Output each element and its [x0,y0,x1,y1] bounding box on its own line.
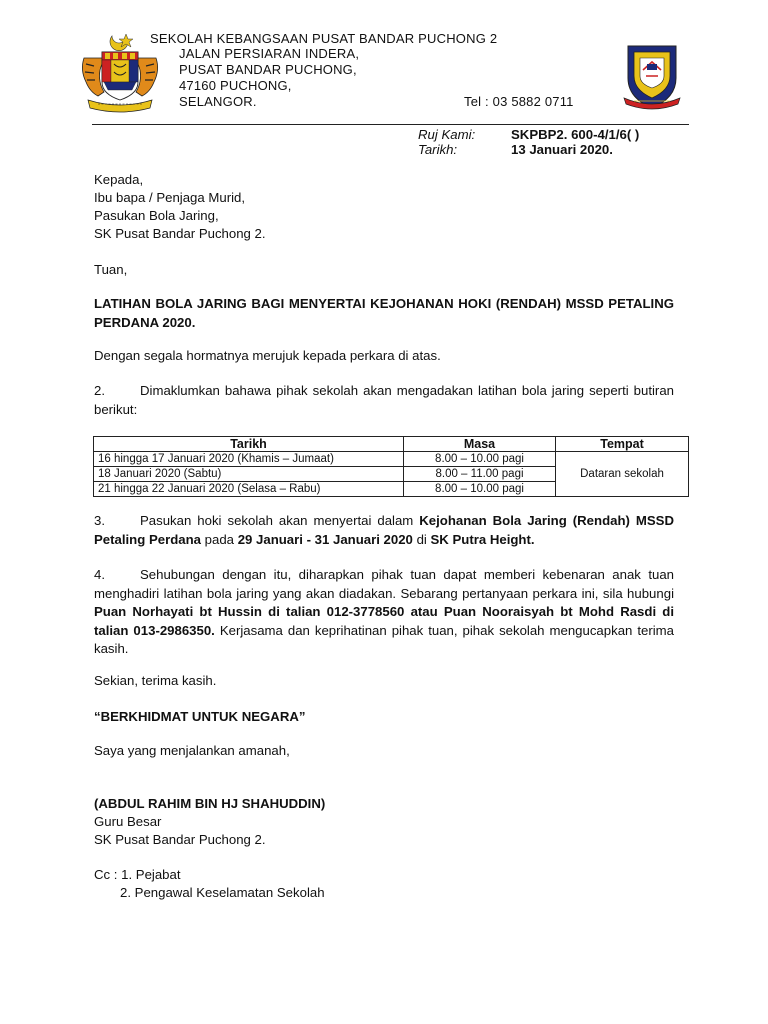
paragraph-4-text-2: Kerjasama dan keprihatinan pihak tuan, pihak sekolah mengucapkan terima kasih. [94,622,674,656]
address-line-4: SELANGOR. [179,94,257,109]
paragraph-4 [94,566,674,659]
address-line-1: JALAN PERSIARAN INDERA, [179,46,360,61]
cc-line-2: 2. Pengawal Keselamatan Sekolah [120,885,325,900]
paragraph-3-text-1: Pasukan hoki sekolah akan menyertai dalam [140,513,420,528]
row-2-masa: 8.00 – 11.00 pagi [404,467,556,482]
paragraph-4-text-1: Sehubungan dengan itu, diharapkan pihak tuan dapat memberi kebenaran anak tuan menghadiri latihan bola jaring yang akan diadakan. Sebarang pertanyaan perkara ini, sila hubungi [94,567,674,601]
event-venue: SK Putra Height. [430,531,535,547]
tempat-cell: Dataran sekolah [556,452,689,497]
signatory-school: SK Pusat Bandar Puchong 2. [94,832,266,847]
signatory-title: Guru Besar [94,814,162,829]
event-dates: 29 Januari - 31 Januari 2020 [237,531,413,547]
address-line-2: PUSAT BANDAR PUCHONG, [179,62,357,77]
salutation: Tuan, [94,262,128,277]
paragraph-3 [94,512,674,549]
row-2-tarikh: 18 Januari 2020 (Sabtu) [94,467,404,482]
letterhead-divider [92,124,689,125]
closing-sekian: Sekian, terima kasih. [94,673,217,688]
paragraph-3-number: 3. [94,513,105,528]
paragraph-2 [94,382,674,419]
subject-heading: LATIHAN BOLA JARING BAGI MENYERTAI KEJOHANAN HOKI (RENDAH) MSSD PETALING PERDANA 2020. [94,296,674,330]
contact-persons: Puan Norhayati bt Hussin di talian 012-3778560 atau Puan Nooraisyah bt Mohd Rasdi di talian 013-2986350. [94,604,674,638]
row-3-masa: 8.00 – 10.00 pagi [404,482,556,497]
paragraph-4-number: 4. [94,567,105,582]
row-3-tarikh: 21 hingga 22 Januari 2020 (Selasa – Rabu) [94,482,404,497]
school-crest-emblem [616,40,688,112]
table-row [94,452,689,467]
paragraph-2-text: Dimaklumkan bahawa pihak sekolah akan mengadakan latihan bola jaring seperti butiran berikut: [94,383,674,417]
paragraph-1: Dengan segala hormatnya merujuk kepada perkara di atas. [94,348,441,363]
recipient-line-3: Pasukan Bola Jaring, [94,208,219,223]
header-tempat: Tempat [556,437,689,452]
schedule-table [93,436,689,497]
ruj-value: SKPBP2. 600-4/1/6( ) [511,127,640,142]
paragraph-3-text-2: pada [201,531,238,547]
table-header-row [94,437,689,452]
school-name: SEKOLAH KEBANGSAAN PUSAT BANDAR PUCHONG 2 [150,31,498,46]
header-masa: Masa [404,437,556,452]
closing-amanah: Saya yang menjalankan amanah, [94,743,290,758]
tarikh-label: Tarikh: [418,142,458,157]
cc-line-1: Cc : 1. Pejabat [94,867,181,882]
telephone: Tel : 03 5882 0711 [464,94,574,109]
recipient-line-2: Ibu bapa / Penjaga Murid, [94,190,246,205]
row-1-masa: 8.00 – 10.00 pagi [404,452,556,467]
row-1-tarikh: 16 hingga 17 Januari 2020 (Khamis – Jumaat) [94,452,404,467]
paragraph-2-number: 2. [94,383,105,398]
address-line-3: 47160 PUCHONG, [179,78,292,93]
signatory-name: (ABDUL RAHIM BIN HJ SHAHUDDIN) [94,796,326,811]
tarikh-value: 13 Januari 2020. [511,142,613,157]
motto: “BERKHIDMAT UNTUK NEGARA” [94,709,306,724]
recipient-line-4: SK Pusat Bandar Puchong 2. [94,226,266,241]
event-name: Kejohanan Bola Jaring (Rendah) MSSD Petaling Perdana [94,513,674,547]
ruj-label: Ruj Kami: [418,127,476,142]
recipient-line-1: Kepada, [94,172,144,187]
header-tarikh: Tarikh [94,437,404,452]
paragraph-3-text-3: di [412,531,431,547]
